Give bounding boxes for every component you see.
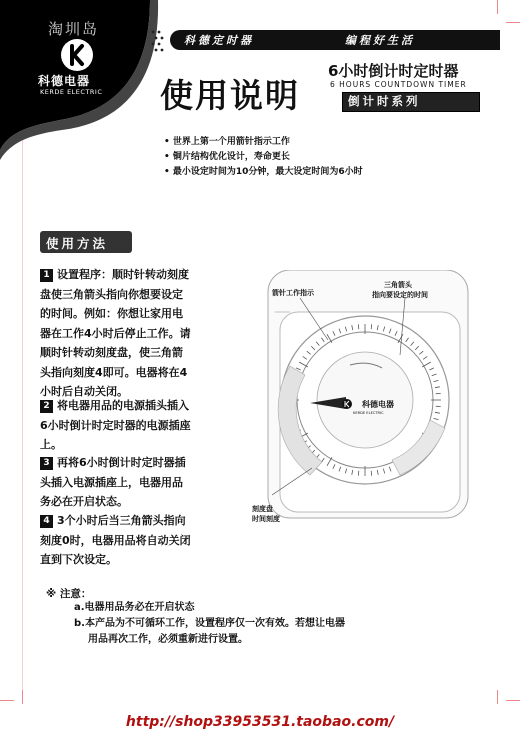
- step-line: 盘使三角箭头指向你想要设定: [40, 287, 183, 301]
- slogan-right: 编程好生活: [345, 34, 415, 47]
- step-1: [40, 265, 191, 402]
- feature-item: • 铜片结构优化设计，寿命更长: [164, 150, 414, 165]
- step-line: 设置程序：顺时针转动刻度: [57, 268, 189, 281]
- step-line: 6小时倒计时定时器的电源插座: [40, 418, 191, 432]
- label-needle: 箭针工作指示: [272, 289, 314, 297]
- crop-mark: [22, 690, 23, 704]
- dot-pattern-icon: [150, 28, 164, 54]
- step-line: 小时后自动关闭。: [40, 385, 128, 398]
- crop-mark: [0, 700, 14, 701]
- label-arrow-line1: 三角箭头: [384, 281, 412, 289]
- dial-brand-en: KERDE ELECTRIC: [353, 411, 384, 415]
- step-number: 1: [40, 269, 53, 282]
- timer-diagram: [250, 270, 480, 520]
- step-4: [40, 511, 191, 570]
- step-number: 2: [40, 400, 53, 413]
- shop-url-link[interactable]: http://shop33953531.taobao.com/: [125, 714, 395, 730]
- brand-name-en: KERDE ELECTRIC: [40, 88, 103, 96]
- brand-name-cn: 科德电器: [38, 74, 91, 88]
- label-arrow-line2: 指向要设定的时间: [372, 291, 428, 299]
- step-line: 务必在开启状态。: [40, 495, 128, 508]
- feature-item: • 最小设定时间为10分钟，最大设定时间为6小时: [164, 165, 414, 180]
- note-heading: ※ 注意：: [46, 588, 92, 600]
- product-subtitle: 6 HOURS COUNTDOWN TIMER: [330, 80, 467, 89]
- step-2: [40, 396, 191, 455]
- step-line: 的时间。例如：你想让家用电: [40, 307, 183, 320]
- step-line: 头插入电源插座上，电器用品: [40, 475, 183, 489]
- label-dial-line1: 刻度盘: [252, 505, 273, 513]
- crop-mark: [506, 700, 520, 701]
- step-line: 将电器用品的电源插头插入: [57, 399, 189, 412]
- step-line: 3个小时后当三角箭头指向: [57, 514, 186, 527]
- crop-mark: [497, 0, 498, 14]
- step-line: 上。: [40, 438, 62, 451]
- note-b-line2: 用品再次工作，必须重新进行设置。: [88, 634, 248, 645]
- label-dial-line2: 时间刻度: [252, 515, 280, 523]
- page-title: 使用说明: [160, 76, 300, 115]
- feature-item: • 世界上第一个用箭针指示工作: [164, 135, 414, 150]
- step-number: 4: [40, 515, 53, 528]
- label-arrow: [372, 280, 428, 300]
- crop-mark: [506, 22, 520, 23]
- step-line: 刻度0时，电器用品将自动关闭: [40, 533, 191, 547]
- feature-list: [164, 135, 414, 180]
- dial-brand-cn: 科德电器: [362, 400, 394, 409]
- note-a: a.电器用品务必在开启状态: [74, 602, 195, 613]
- series-label: 倒计时系列: [348, 94, 421, 108]
- kerde-logo-icon: [60, 38, 94, 72]
- step-line: 再将6小时倒计时定时器插: [57, 456, 186, 469]
- slogan-left: 科德定时器: [184, 34, 254, 47]
- product-title: 6小时倒计时定时器: [328, 62, 459, 80]
- step-line: 顺时针转动刻度盘，使三角箭: [40, 346, 183, 359]
- watermark-text: 淘圳岛: [48, 20, 100, 38]
- label-dial: [252, 504, 280, 524]
- section-title: 使用方法: [46, 236, 109, 251]
- step-line: 直到下次设定。: [40, 553, 117, 566]
- step-number: 3: [40, 457, 53, 470]
- note-b-line1: b.本产品为不可循环工作，设置程序仅一次有效。若想让电器: [74, 618, 345, 629]
- crop-mark: [497, 690, 498, 704]
- step-line: 头指向刻度4即可。电器将在4: [40, 365, 188, 379]
- step-3: [40, 453, 186, 512]
- step-line: 器在工作4小时后停止工作。请: [40, 326, 191, 340]
